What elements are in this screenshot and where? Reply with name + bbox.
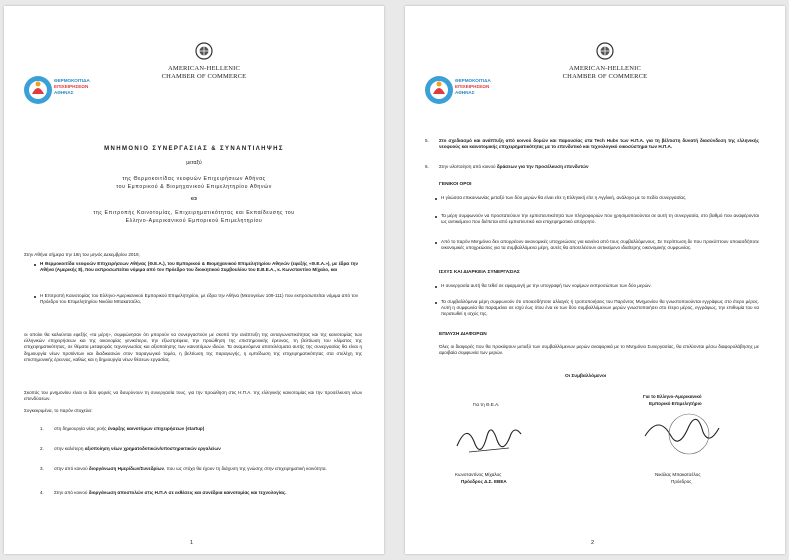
amcham-name-line2: CHAMBER OF COMMERCE <box>562 72 648 80</box>
signatory-left-label: Για τη Θ.Ε.Α. <box>473 402 500 407</box>
signatories-heading: Οι Συμβαλλόμενοι <box>565 374 607 379</box>
between-label: μεταξύ <box>186 160 202 166</box>
and-label: και <box>190 196 198 202</box>
signature-left <box>449 416 529 471</box>
objective-number: 6. <box>425 164 429 169</box>
party1-description: Η Θερμοκοιτίδα νεοφυών Επιχειρήσεων Αθήνας (Θ.Ε.Α.), του Εμπορικού & Βιομηχανικού Επιμελητηρίου Αθηνών (εφεξής «Θ.Ε.Α.»), με έδρα την Αθήνα (Αμερικής 8), που εκπροσωπείται νόμιμα από τον Πρόεδρο του διοικητικού Συμβουλίου του Ε.Β.Ε.Α., κ. Κωνσταντίνο Μίχαλο, και <box>40 261 358 272</box>
signatory-left-role: Πρόεδρος Δ.Σ. ΕΒΕΑ <box>461 479 507 484</box>
incubator-logo-text: ΘΕΡΜΟΚΟΙΤΙΔΑ ΕΠΙΧΕΙΡΗΣΕΩΝ ΑΘΗΝΑΣ <box>455 78 491 95</box>
incubator-logo-text: ΘΕΡΜΟΚΟΙΤΙΔΑ ΕΠΙΧΕΙΡΗΣΕΩΝ ΑΘΗΝΑΣ <box>54 78 90 95</box>
objective-item: Στην υλοποίηση από κοινού δράσεων για την προσέλκυση επενδυτών <box>439 164 589 169</box>
general-term: Από το παρόν Μνημόνιο δεν απορρέουν οικονομικές υποχρεώσεις για κανένα από τους συμβαλλόμενους. Σε περίπτωση δε που προκύπτουν οποιασδήποτε οικονομικές υποχρεώσεις για τα συμβαλλόμενα μέρη, αυτές θα αποτελέσουν αντικείμενο ιδιαίτερης οικονομικής συμφωνίας. <box>441 239 759 250</box>
signatory-left-name: Κωνσταντίνος Μίχαλος <box>455 472 502 477</box>
general-term: Τα μέρη συμφωνούν να προστατεύουν την εμπιστευτικότητα των πληροφοριών που χρησιμοποιούνται σε αυτή τη συνεργασία, στο βαθμό που αναφέρονται ως αντικείμενο που διέπεται από εμπιστευτικό και επιχειρηματικό απόρρητο. <box>441 213 759 224</box>
bullet-dot <box>435 286 437 288</box>
bullet-dot <box>34 296 36 298</box>
party2-line1: της Επιτροπής Καινοτομίας, Επιχειρηματικότητας και Εκπαίδευσης του <box>93 210 295 216</box>
bullet-dot <box>435 302 437 304</box>
amcham-name-line1: AMERICAN-HELLENIC <box>167 65 240 72</box>
amcham-name-line2: CHAMBER OF COMMERCE <box>161 72 247 80</box>
amcham-logo <box>545 42 665 80</box>
intro-line: Στην Αθήνα σήμερα την 18η του μηνός Δεκεμβρίου 2019, <box>24 252 140 257</box>
purpose-paragraph: οι οποίοι θα καλούνται εφεξής «τα μέρη», συμφώνησαν ότι μπορούν να συνεργαστούν με σκοπό την ανάπτυξη της ανταγωνιστικότητας και της καινοτομίας των ελληνικών επιχειρήσεων και της οικονομίας γενικότερα, την εξωστρέφεια, την προώθηση της επιστημονικής έρευνας, τη βελτίωση του κλίματος της επιχειρηματικότητας, σε θέματα μεταφοράς τεχνογνωσίας και αξιοποίησης των καινοτόμων ιδεών. Τα αναμενόμενα αποτελέσματα αυτής της συνεργασίας θα είναι η δημιουργία νέων προϊόντων και διαδικασιών στον παραγωγικό τομέα, η βελτίωση της παραγωγής, η εμπέδωση της επιχειρηματικότητας στα στελέχη της επιστημονικής έρευνας, καθώς και η δημιουργία νέων θέσεων εργασίας. <box>24 332 362 362</box>
document-title: ΜΝΗΜΟΝΙΟ ΣΥΝΕΡΓΑΣΙΑΣ & ΣΥΝΑΝΤΙΛΗΨΗΣ <box>104 146 284 152</box>
scope-paragraph: Σκοπός του μνημονίου είναι οι δύο φορείς να διευρύνουν τη συνεργασία τους, για την προώθηση στις Η.Π.Α. της ελληνικής καινοτομίας και την προσέλκυση νέων επενδύσεων. <box>24 390 362 402</box>
page-1 <box>4 6 384 554</box>
bullet-dot <box>435 198 437 200</box>
signature-right <box>639 406 729 467</box>
incubator-logo <box>20 64 98 120</box>
duration-term: Τα συμβαλλόμενα μέρη συμφωνούν ότι οποιεσδήποτε αλλαγές ή τροποποιήσεις του Παρόντος Μνημονίου θα γνωστοποιούνται εγγράφως στο έτερο μέρος. Αυτή η συμφωνία θα παραμείνει σε ισχύ έως ότου ένα εκ των δύο συμβαλλόμενων μερών γνωστοποιήσει στο έτερο μέρος, εγγράφως, την επιθυμία του να περατωθεί η ισχύς της. <box>441 299 759 316</box>
signatory-right-role: Πρόεδρος <box>671 479 692 484</box>
page-number: 2 <box>591 540 595 546</box>
signatory-right-label1: Για το Ελληνο-Αμερικανικό <box>643 394 702 399</box>
party2-description: Η Επιτροπή Καινοτομίας του Ελληνο-Αμερικανικού Εμπορικού Επιμελητηρίου, με έδρα την Αθήνα (Μεσογείων 109-111) που εκπροσωπείται νόμιμα από τον Πρόεδρο του Επιμελητηρίου Νικόλα Μπακατσέλο, <box>40 293 358 304</box>
objective-item: στην καλύτερη αξιοποίηση νέων χρηματοδοτικών/υποστηρικτικών εργαλείων <box>54 446 221 451</box>
amcham-seal-icon <box>596 42 614 60</box>
amcham-logo <box>144 42 264 80</box>
section-heading-general: ΓΕΝΙΚΟΙ ΟΡΟΙ <box>439 182 472 187</box>
bullet-dot <box>34 264 36 266</box>
amcham-name-line1: AMERICAN-HELLENIC <box>568 65 641 72</box>
bullet-dot <box>435 242 437 244</box>
disputes-paragraph: Όλες οι διαφορές που θα προκύψουν μεταξύ των συμβαλλόμενων μερών αναφορικά με το Μνημόνιο Συνεργασίας, θα επιλύονται μέσω διαφορολάβησης με αμοιβαία συμφωνία των μερών. <box>439 344 759 355</box>
objective-number: 5. <box>425 138 429 143</box>
signatory-right-name: Νικόλας Μπακατσέλος <box>655 472 701 477</box>
section-heading-duration: ΙΣΧΥΣ ΚΑΙ ΔΙΑΡΚΕΙΑ ΣΥΝΕΡΓΑΣΙΑΣ <box>439 270 520 275</box>
page-number: 1 <box>190 540 194 546</box>
incubator-logo <box>421 64 499 120</box>
section-heading-disputes: ΕΠΙΛΥΣΗ ΔΙΑΦΟΡΩΝ <box>439 332 487 337</box>
objective-number: 4. <box>40 490 44 495</box>
page-2 <box>405 6 785 554</box>
party1-line2: του Εμπορικού & Βιομηχανικού Επιμελητηρίου Αθηνών <box>116 184 272 190</box>
signatory-right-label2: Εμπορικό Επιμελητήριο <box>649 401 702 406</box>
objective-number: 3. <box>40 466 44 471</box>
objective-number: 1. <box>40 426 44 431</box>
party1-line1: της Θερμοκοιτίδας νεοφυών Επιχειρήσεων Αθήνας <box>122 176 266 182</box>
objective-item: στην από κοινού διοργάνωση Ημερίδων/Συνεδρίων, που ως στόχο θα έχουν τη διάχυση της γνώσης στην επιχειρηματική κοινότητα. <box>54 466 327 471</box>
duration-term: Η συνεργασία αυτή θα τεθεί σε εφαρμογή με την υπογραφή των νομίμων εκπροσώπων των δύο μερών. <box>441 283 652 288</box>
general-term: Η γλώσσα επικοινωνίας μεταξύ των δύο μερών θα είναι είτε η Ελληνική είτε η Αγγλική, ανάλογα με το πεδίο συνεργασίας. <box>441 195 687 200</box>
amcham-seal-icon <box>195 42 213 60</box>
objective-item: Στην από κοινού διοργάνωση αποστολών στις Η.Π.Α σε εκθέσεις και συνέδρια καινοτομίας και τεχνολογίας. <box>54 490 287 495</box>
objective-item: Στο σχεδιασμό και ανάπτυξη από κοινού δομών και παρουσίας στα Tech Hubs των Η.Π.Α. για τη βέλτιστη δυνατή διασύνδεση της ελληνικής νεοφυούς και καινοτομικής επιχειρηματικότητας με το επενδυτικό και τεχνολογικό οικοσύστημα των Η.Π.Α. <box>439 138 759 150</box>
objective-number: 2. <box>40 446 44 451</box>
party2-line2: Ελληνο-Αμερικανικού Εμπορικού Επιμελητηρίου <box>125 218 263 224</box>
objectives-intro: Συγκεκριμένα, το παρόν στοχεύει: <box>24 408 93 413</box>
bullet-dot <box>435 216 437 218</box>
objective-item: στη δημιουργία νέας ροής έναρξης καινοτόμων επιχειρήσεων (startup) <box>54 426 205 431</box>
